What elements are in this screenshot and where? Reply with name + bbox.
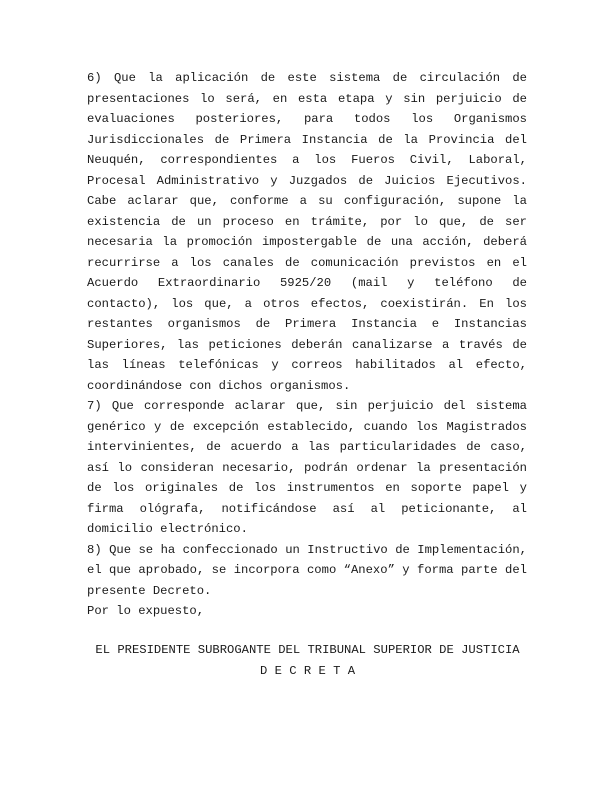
paragraph-8: 8) Que se ha confeccionado un Instructivo de Implementación, el que aprobado, se incorpora como “Anexo” y forma parte del presente Decreto. [87,542,527,598]
paragraph-7: 7) Que corresponde aclarar que, sin perjuicio del sistema genérico y de excepción establecido, cuando los Magistrados intervinientes, de acuerdo a las particularidades de caso, así lo consideran necesario, podrán ordenar la presentación de los originales de los instrumentos en soporte papel y firma ológrafa, notificándose así al peticionante, al domicilio electrónico. [87,399,527,536]
paragraph-6: 6) Que la aplicación de este sistema de circulación de presentaciones lo será, en esta etapa y sin perjuicio de evaluaciones posteriores, para todos los Organismos Jurisdiccionales de Primera Instancia de la Provincia del Neuquén, correspondientes a los Fueros Civil, Laboral, Procesal Administrativo y Juzgados de Juicios Ejecutivos. Cabe aclarar que, conforme a su configuración, supone la existencia de un proceso en trámite, por lo que, de ser necesaria la promoción impostergable de una acción, deberá recurrirse a los canales de comunicación previstos en el Acuerdo Extraordinario 5925/20 (mail y teléfono de contacto), los que, a otros efectos, coexistirán. En los restantes organismos de Primera Instancia e Instancias Superiores, las peticiones deberán canalizarse a través de las líneas telefónicas y correos habilitados al efecto, coordinándose con dichos organismos. [87,71,527,393]
document-body [87,68,527,622]
decreta-title: D E C R E T A [259,664,356,678]
decree-heading: EL PRESIDENTE SUBROGANTE DEL TRIBUNAL SUPERIOR DE JUSTICIA [95,643,520,657]
closing-phrase: Por lo expuesto, [87,604,205,618]
